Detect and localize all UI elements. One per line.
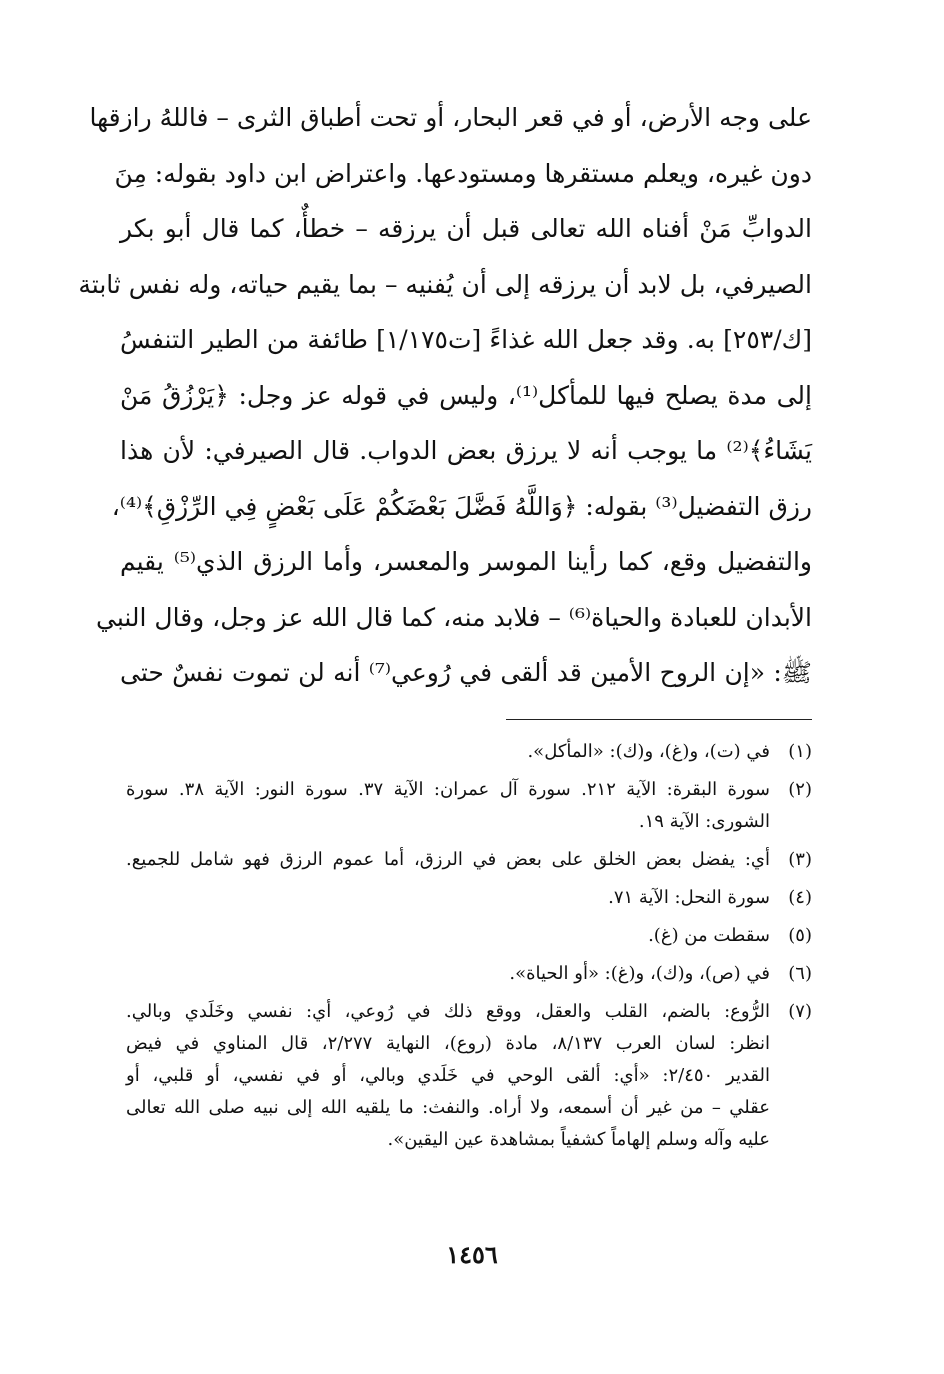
text-line: [ك/٢٥٣] به. وقد جعل الله غذاءً [ت١/١٧٥] طائفة من الطير التنفسُ <box>120 325 812 354</box>
text-line: الصيرفي، بل لابد أن يرزقه إلى أن يُفنيه – بما يقيم حياته، وله نفس ثابتة <box>78 269 812 299</box>
footnote-line: سقطت من (غ). <box>648 925 770 946</box>
page-number: ١٤٥٦ <box>446 1240 498 1269</box>
footnote-separator <box>506 719 812 720</box>
footnote-7 <box>126 996 812 1156</box>
text-line: والتفضيل وقع، كما رأينا الموسر والمعسر، وأما الرزق الذي⁽⁵⁾ يقيم <box>120 547 812 576</box>
footnote-line: الشورى: الآية ١٩. <box>638 811 770 832</box>
footnote-number: (٧) <box>788 1001 812 1022</box>
text-line: الأبدان للعبادة والحياة⁽⁶⁾ – فلابد منه، كما قال الله عز وجل، وقال النبي <box>96 602 812 632</box>
footnote-line: عليه وآله وسلم إلهاماً كشفياً بمشاهدة عين اليقين». <box>387 1129 770 1150</box>
text-line: رزق التفضيل⁽³⁾ بقوله: ﴿وَاللَّهُ فَضَّلَ بَعْضَكُمْ عَلَى بَعْضٍ فِي الرِّزْقِ﴾⁽⁴⁾، <box>111 491 812 521</box>
footnotes <box>126 736 812 1162</box>
text-line: يَشَاءُ﴾⁽²⁾ ما يوجب أنه لا يرزق بعض الدواب. قال الصيرفي: لأن هذا <box>120 436 812 465</box>
text-line: ﷺ: «إن الروح الأمين قد ألقى في رُوعي⁽⁷⁾ أنه لن تموت نفسٌ حتى <box>120 658 812 687</box>
footnote-line: في (ت)، و(غ)، و(ك): «المأكل». <box>527 741 770 762</box>
main-text <box>78 90 812 701</box>
footnote-5 <box>126 920 812 952</box>
footnote-3 <box>126 844 812 876</box>
footnote-6 <box>126 958 812 990</box>
footnote-line: أي: يفضل بعض الخلق على بعض في الرزق، أما عموم الرزق فهو شامل للجميع. <box>126 849 770 870</box>
text-line: الدوابِّ مَنْ أفناه الله تعالى قبل أن يرزقه – خطأٌ، كما قال أبو بكر <box>120 214 812 243</box>
footnote-number: (٤) <box>788 887 812 908</box>
footnote-1 <box>126 736 812 768</box>
footnote-4 <box>126 882 812 914</box>
footnote-line: عقلي – من غير أن أسمعه، ولا أراه. والنفث: ما يلقيه الله إلى نبيه صلى الله تعالى <box>126 1097 770 1118</box>
footnote-number: (٥) <box>788 925 812 946</box>
text-line: دون غيره، ويعلم مستقرها ومستودعها. واعتراض ابن داود بقوله: مِنَ <box>114 158 812 188</box>
footnote-line: الرُّوع: بالضم، القلب والعقل، ووقع ذلك في رُوعي، أي: نفسي وخَلَدي وبالي. <box>126 1001 771 1022</box>
footnote-2 <box>126 774 812 838</box>
footnote-number: (٢) <box>788 779 812 800</box>
footnote-line: القدير ٢/٤٥٠: «أي: ألقى الوحي في خَلَدي وبالي، أو في نفسي، أو قلبي، أو <box>126 1065 771 1086</box>
footnote-line: سورة البقرة: الآية ٢١٢. سورة آل عمران: الآية ٣٧. سورة النور: الآية ٣٨. سورة <box>126 779 771 800</box>
footnote-number: (١) <box>788 741 812 762</box>
text-line: على وجه الأرض، أو في قعر البحار، أو تحت أطباق الثرى – فاللهُ رازقها <box>89 103 812 132</box>
footnote-line: انظر: لسان العرب ٨/١٣٧، مادة (روع)، النهاية ٢/٢٧٧، قال المناوي في فيض <box>126 1033 770 1054</box>
text-line: إلى مدة يصلح فيها للمأكل⁽¹⁾، وليس في قوله عز وجل: ﴿يَرْزُقُ مَنْ <box>120 380 812 410</box>
footnote-number: (٣) <box>788 849 812 870</box>
footnote-line: في (ص)، و(ك)، و(غ): «أو الحياة». <box>509 963 770 984</box>
footnote-number: (٦) <box>788 963 812 984</box>
footnote-line: سورة النحل: الآية ٧١. <box>608 887 770 908</box>
